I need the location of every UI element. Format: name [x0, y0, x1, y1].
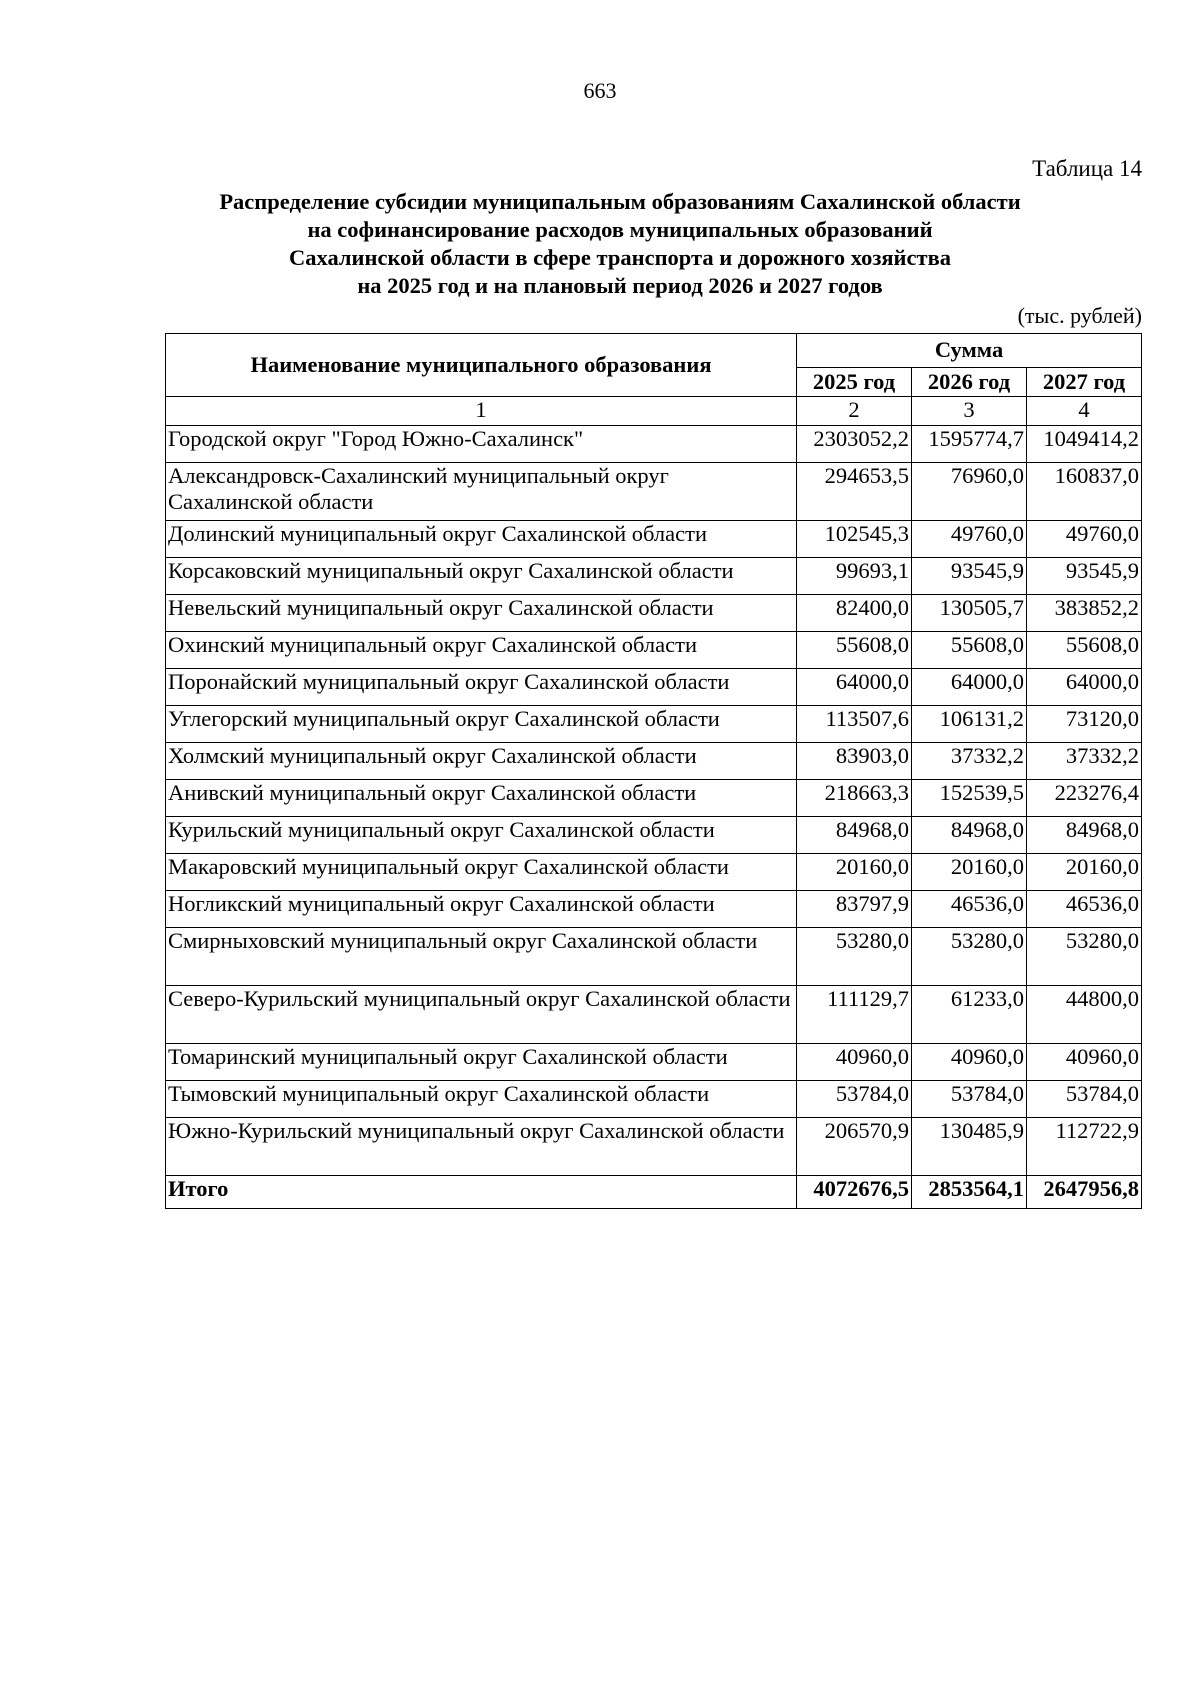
value-2027: 383852,2	[1027, 595, 1142, 632]
header-sum: Сумма	[797, 334, 1142, 368]
units-label: (тыс. рублей)	[1017, 303, 1142, 328]
total-2027: 2647956,8	[1027, 1176, 1142, 1209]
value-2027: 49760,0	[1027, 521, 1142, 558]
value-2027: 112722,9	[1027, 1118, 1142, 1176]
value-2025: 294653,5	[797, 463, 912, 521]
title-line: на софинансирование расходов муниципальных образований	[307, 217, 933, 242]
value-2026: 40960,0	[912, 1044, 1027, 1081]
table-row	[166, 1081, 1142, 1118]
value-2025: 102545,3	[797, 521, 912, 558]
table-row	[166, 426, 1142, 463]
header-year-2026: 2026 год	[912, 367, 1027, 396]
value-2025: 64000,0	[797, 669, 912, 706]
value-2027: 53280,0	[1027, 928, 1142, 986]
value-2027: 223276,4	[1027, 780, 1142, 817]
value-2026: 130485,9	[912, 1118, 1027, 1176]
value-2025: 84968,0	[797, 817, 912, 854]
municipality-name: Долинский муниципальный округ Сахалинской области	[166, 521, 797, 558]
table-row	[166, 817, 1142, 854]
value-2026: 152539,5	[912, 780, 1027, 817]
table-row	[166, 1118, 1142, 1176]
value-2026: 76960,0	[912, 463, 1027, 521]
municipality-name: Тымовский муниципальный округ Сахалинской области	[166, 1081, 797, 1118]
value-2025: 218663,3	[797, 780, 912, 817]
municipality-name: Южно-Курильский муниципальный округ Сахалинской области	[166, 1118, 797, 1176]
table-label: Таблица 14	[1032, 156, 1142, 181]
value-2027: 37332,2	[1027, 743, 1142, 780]
municipality-name: Александровск-Сахалинский муниципальный округ Сахалинской области	[166, 463, 797, 521]
value-2025: 83903,0	[797, 743, 912, 780]
value-2026: 64000,0	[912, 669, 1027, 706]
value-2025: 82400,0	[797, 595, 912, 632]
municipality-name: Северо-Курильский муниципальный округ Сахалинской области	[166, 986, 797, 1044]
value-2026: 37332,2	[912, 743, 1027, 780]
value-2027: 20160,0	[1027, 854, 1142, 891]
total-2026: 2853564,1	[912, 1176, 1027, 1209]
value-2025: 2303052,2	[797, 426, 912, 463]
municipality-name: Курильский муниципальный округ Сахалинской области	[166, 817, 797, 854]
title-line: на 2025 год и на плановый период 2026 и 2027 годов	[357, 273, 883, 298]
table-row	[166, 632, 1142, 669]
title-line: Распределение субсидии муниципальным образованиям Сахалинской области	[219, 189, 1021, 214]
value-2026: 53280,0	[912, 928, 1027, 986]
value-2025: 83797,9	[797, 891, 912, 928]
column-index: 1	[166, 397, 797, 426]
title-line: Сахалинской области в сфере транспорта и дорожного хозяйства	[289, 245, 951, 270]
value-2027: 53784,0	[1027, 1081, 1142, 1118]
table-row	[166, 463, 1142, 521]
column-index: 3	[912, 397, 1027, 426]
value-2026: 61233,0	[912, 986, 1027, 1044]
value-2027: 73120,0	[1027, 706, 1142, 743]
table-row	[166, 891, 1142, 928]
value-2025: 111129,7	[797, 986, 912, 1044]
subsidy-table	[165, 333, 1142, 1209]
table-row	[166, 743, 1142, 780]
value-2027: 1049414,2	[1027, 426, 1142, 463]
table-body	[166, 426, 1142, 1176]
value-2027: 64000,0	[1027, 669, 1142, 706]
municipality-name: Охинский муниципальный округ Сахалинской области	[166, 632, 797, 669]
value-2027: 84968,0	[1027, 817, 1142, 854]
municipality-name: Городской округ "Город Южно-Сахалинск"	[166, 426, 797, 463]
value-2026: 20160,0	[912, 854, 1027, 891]
table-row	[166, 854, 1142, 891]
value-2026: 49760,0	[912, 521, 1027, 558]
header-name: Наименование муниципального образования	[166, 334, 797, 397]
value-2027: 40960,0	[1027, 1044, 1142, 1081]
table-row	[166, 521, 1142, 558]
value-2025: 20160,0	[797, 854, 912, 891]
table-row	[166, 595, 1142, 632]
municipality-name: Смирныховский муниципальный округ Сахалинской области	[166, 928, 797, 986]
header-year-2025: 2025 год	[797, 367, 912, 396]
value-2025: 53784,0	[797, 1081, 912, 1118]
value-2025: 55608,0	[797, 632, 912, 669]
value-2026: 106131,2	[912, 706, 1027, 743]
municipality-name: Невельский муниципальный округ Сахалинской области	[166, 595, 797, 632]
table-row	[166, 986, 1142, 1044]
table-row	[166, 780, 1142, 817]
municipality-name: Томаринский муниципальный округ Сахалинской области	[166, 1044, 797, 1081]
municipality-name: Макаровский муниципальный округ Сахалинской области	[166, 854, 797, 891]
column-index: 4	[1027, 397, 1142, 426]
value-2026: 55608,0	[912, 632, 1027, 669]
value-2027: 44800,0	[1027, 986, 1142, 1044]
page-number: 663	[583, 78, 617, 103]
table-row	[166, 928, 1142, 986]
value-2026: 130505,7	[912, 595, 1027, 632]
total-label: Итого	[166, 1176, 797, 1209]
municipality-name: Корсаковский муниципальный округ Сахалинской области	[166, 558, 797, 595]
total-row	[166, 1176, 1142, 1209]
value-2027: 55608,0	[1027, 632, 1142, 669]
document-title	[150, 188, 1090, 300]
table-row	[166, 558, 1142, 595]
value-2027: 160837,0	[1027, 463, 1142, 521]
municipality-name: Углегорский муниципальный округ Сахалинской области	[166, 706, 797, 743]
value-2025: 99693,1	[797, 558, 912, 595]
municipality-name: Анивский муниципальный округ Сахалинской области	[166, 780, 797, 817]
table-row	[166, 706, 1142, 743]
column-index: 2	[797, 397, 912, 426]
value-2026: 1595774,7	[912, 426, 1027, 463]
municipality-name: Поронайский муниципальный округ Сахалинской области	[166, 669, 797, 706]
municipality-name: Холмский муниципальный округ Сахалинской области	[166, 743, 797, 780]
header-year-2027: 2027 год	[1027, 367, 1142, 396]
value-2025: 113507,6	[797, 706, 912, 743]
table-row	[166, 1044, 1142, 1081]
value-2026: 46536,0	[912, 891, 1027, 928]
total-2025: 4072676,5	[797, 1176, 912, 1209]
value-2027: 46536,0	[1027, 891, 1142, 928]
municipality-name: Ногликский муниципальный округ Сахалинской области	[166, 891, 797, 928]
value-2026: 93545,9	[912, 558, 1027, 595]
value-2025: 40960,0	[797, 1044, 912, 1081]
value-2026: 53784,0	[912, 1081, 1027, 1118]
table-row	[166, 669, 1142, 706]
value-2025: 206570,9	[797, 1118, 912, 1176]
value-2026: 84968,0	[912, 817, 1027, 854]
value-2027: 93545,9	[1027, 558, 1142, 595]
value-2025: 53280,0	[797, 928, 912, 986]
